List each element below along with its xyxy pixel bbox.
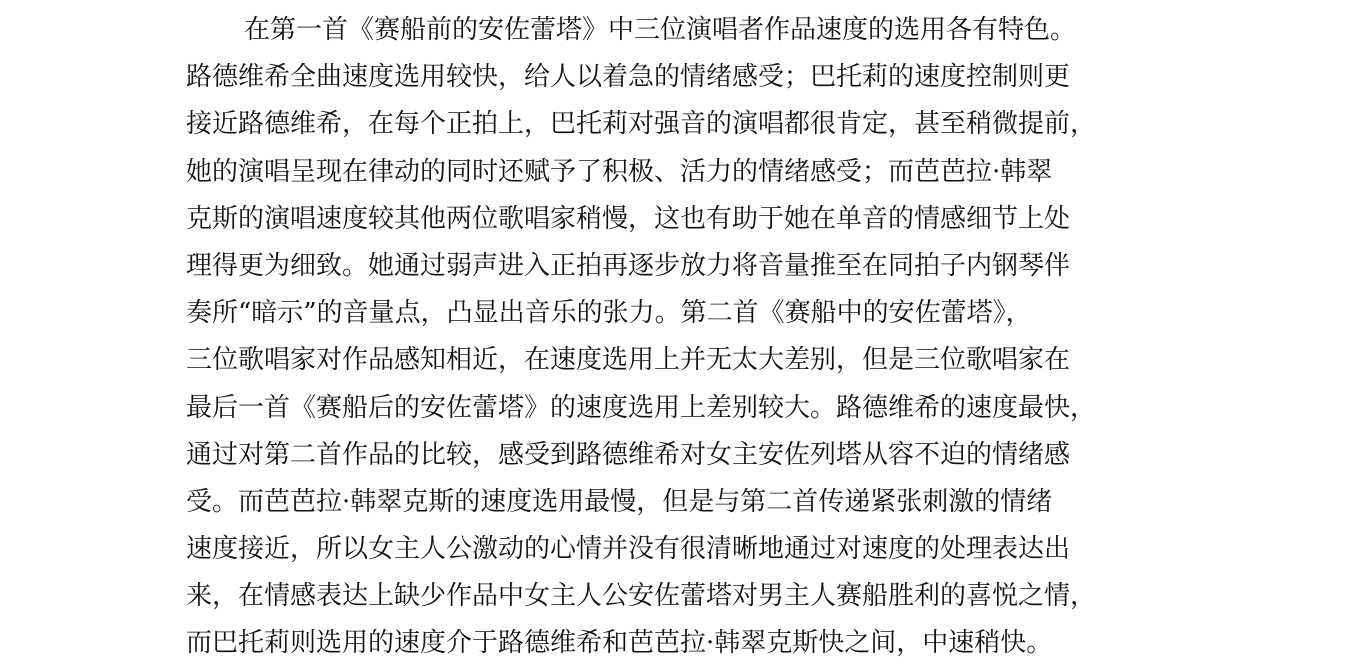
paragraph-line: 来，在情感表达上缺少作品中女主人公安佐蕾塔对男主人赛船胜利的喜悦之情，	[186, 581, 1097, 612]
paragraph-line: 克斯的演唱速度较其他两位歌唱家稍慢，这也有助于她在单音的情感细节上处	[186, 203, 1071, 234]
paragraph-line: 路德维希全曲速度选用较快，给人以着急的情绪感受；巴托莉的速度控制则更	[186, 62, 1071, 93]
body-paragraph	[186, 7, 1186, 668]
paragraph-line: 速度接近，所以女主人公激动的心情并没有很清晰地通过对速度的处理表达出	[186, 534, 1071, 565]
paragraph-line: 她的演唱呈现在律动的同时还赋予了积极、活力的情绪感受；而芭芭拉·韩翠	[186, 156, 1053, 187]
paragraph-line: 奏所“暗示”的音量点，凸显出音乐的张力。第二首《赛船中的安佐蕾塔》，	[186, 298, 1032, 329]
paragraph-line: 而巴托莉则选用的速度介于路德维希和芭芭拉·韩翠克斯快之间，中速稍快。	[186, 628, 1053, 659]
paragraph-line: 最后一首《赛船后的安佐蕾塔》的速度选用上差别较大。路德维希的速度最快，	[186, 392, 1097, 423]
paragraph-line: 通过对第二首作品的比较，感受到路德维希对女主安佐列塔从容不迫的情绪感	[186, 439, 1071, 470]
paragraph-line: 接近路德维希，在每个正拍上，巴托莉对强音的演唱都很肯定，甚至稍微提前，	[186, 109, 1097, 140]
paragraph-line: 在第一首《赛船前的安佐蕾塔》中三位演唱者作品速度的选用各有特色。	[244, 15, 1077, 45]
paragraph-line: 三位歌唱家对作品感知相近，在速度选用上并无太大差别，但是三位歌唱家在	[186, 345, 1071, 376]
paragraph-line: 理得更为细致。她通过弱声进入正拍再逐步放力将音量推至在同拍子内钢琴伴	[186, 250, 1071, 281]
paragraph-line: 受。而芭芭拉·韩翠克斯的速度选用最慢，但是与第二首传递紧张刺激的情绪	[186, 486, 1053, 517]
